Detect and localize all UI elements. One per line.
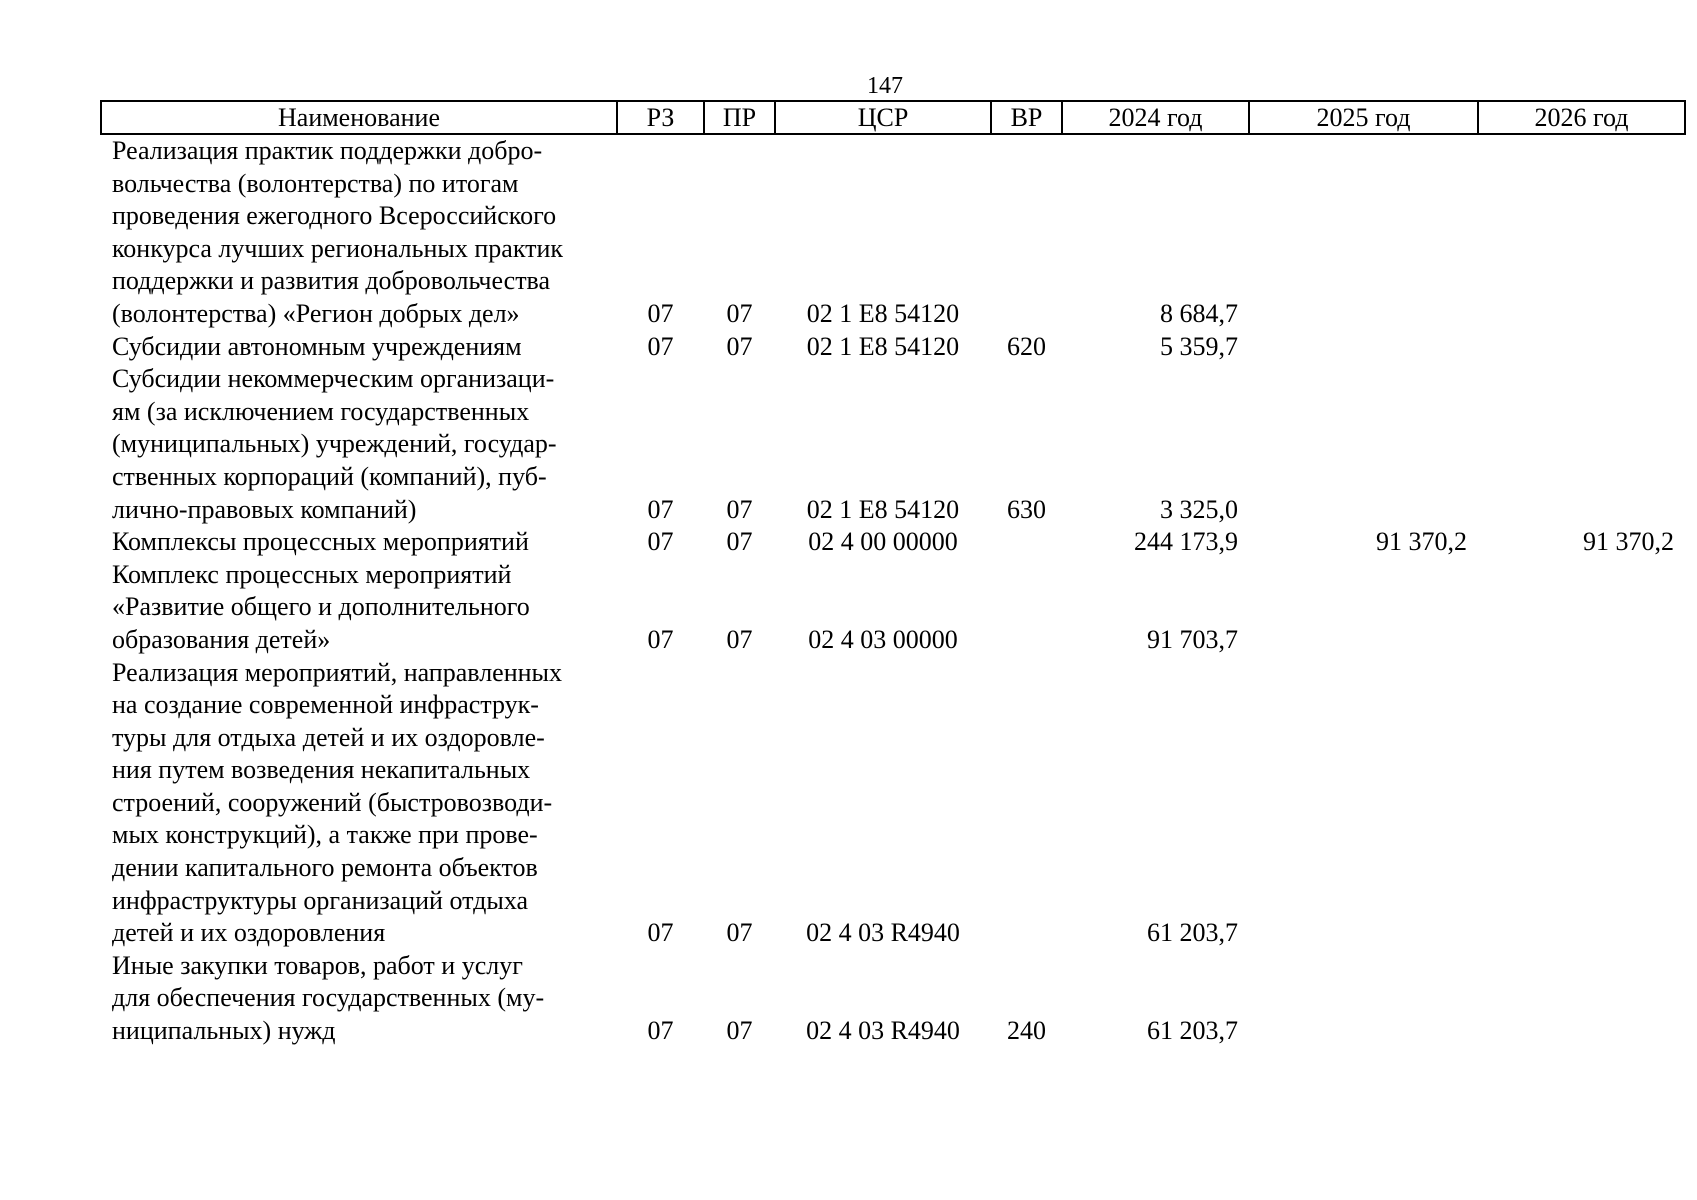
cell-2025 — [1249, 657, 1478, 950]
cell-rz: 07 — [647, 918, 674, 948]
cell-vr — [991, 559, 1062, 657]
header-name: Наименование — [101, 101, 617, 134]
cell-2024: 8 684,7 — [1160, 298, 1238, 328]
cell-2026 — [1478, 559, 1685, 657]
cell-rz: 07 — [647, 624, 674, 654]
cell-name: Комплекс процессных мероприятий «Развитие общего и дополнительного образования детей» — [112, 559, 530, 654]
cell-pr: 07 — [726, 527, 753, 557]
cell-rz: 07 — [647, 527, 674, 557]
cell-2025 — [1249, 559, 1478, 657]
cell-pr: 07 — [726, 1016, 753, 1046]
cell-2025 — [1249, 331, 1478, 364]
table-row — [101, 363, 1685, 526]
table-row — [101, 657, 1685, 950]
cell-2025 — [1249, 950, 1478, 1048]
cell-2024: 3 325,0 — [1160, 494, 1238, 524]
table-row — [101, 950, 1685, 1048]
cell-csr: 02 1 E8 54120 — [806, 298, 960, 328]
page-number: 147 — [867, 73, 903, 99]
cell-csr: 02 4 03 R4940 — [806, 918, 960, 948]
cell-csr: 02 1 E8 54120 — [806, 494, 960, 524]
cell-2025: 91 370,2 — [1376, 527, 1467, 557]
cell-name: Реализация мероприятий, направленных на создание современной инфраструк- туры для отдыха детей и их оздоровле- ния путем возведения некапитальных строений, сооружений (быстровозводи- мых конструкций), а также при прове- дении капитального ремонта объектов инфраструктуры организаций отдыха детей и их оздоровления — [112, 657, 563, 948]
cell-2024: 61 203,7 — [1147, 918, 1238, 948]
cell-csr: 02 4 00 00000 — [808, 527, 958, 557]
cell-name: Комплексы процессных мероприятий — [112, 527, 529, 557]
cell-pr: 07 — [726, 298, 753, 328]
cell-name: Иные закупки товаров, работ и услуг для обеспечения государственных (му- ниципальных) нужд — [112, 950, 545, 1046]
cell-pr: 07 — [726, 624, 753, 654]
cell-csr: 02 1 E8 54120 — [806, 331, 960, 361]
cell-csr: 02 4 03 R4940 — [806, 1016, 960, 1046]
cell-2026: 91 370,2 — [1583, 527, 1674, 557]
cell-pr: 07 — [726, 494, 753, 524]
cell-2026 — [1478, 657, 1685, 950]
cell-vr: 620 — [1007, 331, 1046, 361]
cell-rz: 07 — [647, 494, 674, 524]
cell-pr: 07 — [726, 331, 753, 361]
header-vr: ВР — [991, 101, 1062, 134]
header-rz: РЗ — [617, 101, 704, 134]
cell-rz: 07 — [647, 298, 674, 328]
cell-2024: 244 173,9 — [1134, 527, 1238, 557]
cell-2026 — [1478, 331, 1685, 364]
cell-vr — [991, 526, 1062, 559]
cell-2025 — [1249, 363, 1478, 526]
cell-2026 — [1478, 950, 1685, 1048]
cell-rz: 07 — [647, 331, 674, 361]
header-2024: 2024 год — [1062, 101, 1249, 134]
header-2026: 2026 год — [1478, 101, 1685, 134]
table-row — [101, 526, 1685, 559]
cell-vr: 240 — [1007, 1016, 1046, 1046]
cell-name: Реализация практик поддержки добро- вольчества (волонтерства) по итогам проведения ежегодного Всероссийского конкурса лучших региональных практик поддержки и развития добровольчества (волонтерства) «Регион добрых дел» — [112, 136, 564, 328]
cell-vr — [991, 657, 1062, 950]
cell-pr: 07 — [726, 918, 753, 948]
cell-rz: 07 — [647, 1016, 674, 1046]
header-pr: ПР — [704, 101, 775, 134]
cell-2024: 91 703,7 — [1147, 624, 1238, 654]
cell-2024: 5 359,7 — [1160, 331, 1238, 361]
cell-vr — [991, 134, 1062, 331]
table-row — [101, 331, 1685, 364]
cell-csr: 02 4 03 00000 — [808, 624, 958, 654]
table-row — [101, 134, 1685, 331]
cell-2026 — [1478, 363, 1685, 526]
cell-name: Субсидии автономным учреждениям — [112, 331, 522, 361]
table-body — [101, 134, 1685, 1048]
budget-table — [100, 100, 1686, 1048]
cell-2026 — [1478, 134, 1685, 331]
cell-2024: 61 203,7 — [1147, 1016, 1238, 1046]
cell-name: Субсидии некоммерческим организаци- ям (за исключением государственных (муниципальных) учреждений, государ- ственных корпораций (компаний), пуб- лично-правовых компаний) — [112, 364, 557, 524]
cell-vr: 630 — [1007, 494, 1046, 524]
header-2025: 2025 год — [1249, 101, 1478, 134]
cell-2025 — [1249, 134, 1478, 331]
header-csr: ЦСР — [775, 101, 991, 134]
table-row — [101, 559, 1685, 657]
table-header — [101, 101, 1685, 134]
